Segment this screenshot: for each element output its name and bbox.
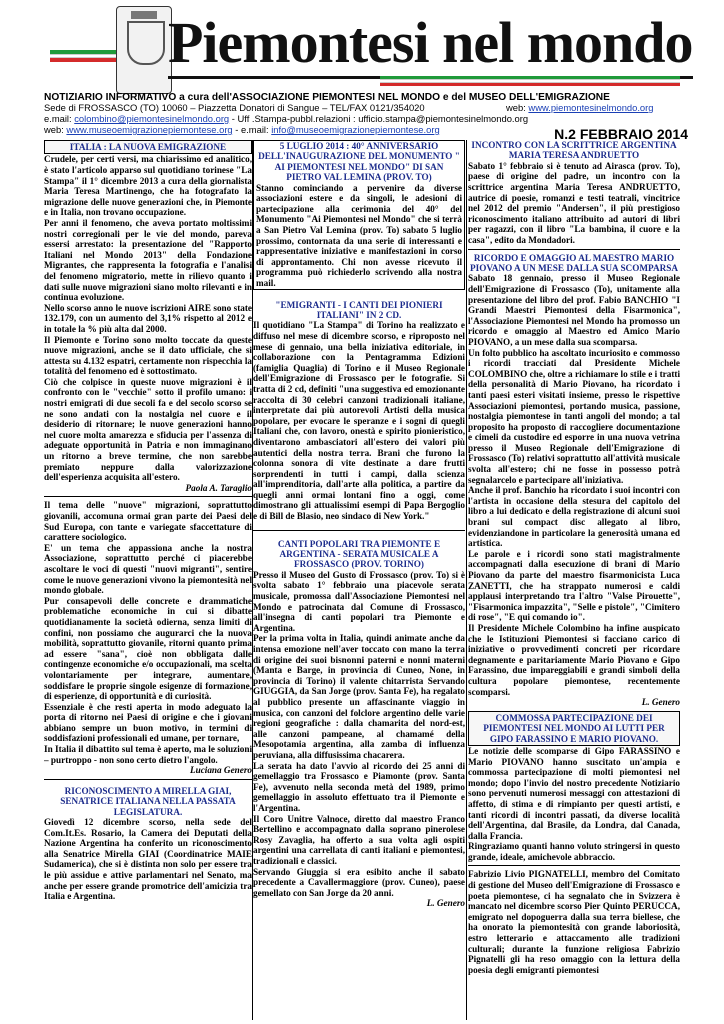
- column-divider: [466, 140, 467, 1020]
- divider: [44, 779, 252, 780]
- masthead-title: Piemontesi nel mondo: [168, 14, 693, 79]
- masthead: [50, 6, 693, 92]
- flag-stripes-right: [380, 76, 680, 86]
- column-3: INCONTRO CON LA SCRITTRICE ARGENTINA MARIA TERESA ANDRUETTO Sabato 1° febbraio si è tenuto ad Airasca (prov. To), paese di origine del padre, un incontro con la scrittrice argentina Maria Teresa ANDRUETTO, autrice di poesie, romanzi e testi teatrali, vincitrice nel 2012 del premio "Andersen", il più prestigioso riconoscimento italiano attribuito ad autori di libri per ragazzi, con il libro "La bambina, il cuore e la casa", edito da Mondadori. RICORDO E OMAGGIO AL MAESTRO MARIO PIOVANO A UN MESE DALLA SUA SCOMPARSA Sabato 18 gennaio, presso il Museo Regionale dell'Emigrazione di Frossasco (To), unitamente alla presentazione del libro del prof. Fabio BANCHIO "I Grandi Maestri Piemontesi della Fisarmonica", l'Associazione Piemontesi nel Mondo ha promosso un ricordo e omaggio al Maestro ed Amico Mario PIOVANO, a un mese dalla sua scomparsa. Un folto pubblico ha ascoltato incuriosito e commosso i ricordi tracciati dal Presidente Michele COLOMBINO che, oltre a richiamare lo stile e i tratti della personalità di Mario Piovano, ha ricordato i tanti paesi esteri visitati insieme, presso le rispettive Associazioni piemontesi, portando musica, passione, nostalgia piemontese in tanti angoli del mondo; a tal proposito ha proposto di raccogliere documentazione e cimeli da custodire ed esporre in una nuova vetrina presso il Museo Regionale dell'Emigrazione di Frossasco (To) relativi soprattutto all'attività musicale svolta all'estero; chi ne fosse in possesso potrà segnalarcelo e partecipare all'iniziativa. Anche il prof. Banchio ha ricordato i suoi incontri con l'artista in occasione della stesura del capitolo del libro a lui dedicato e della registrazione di alcuni suoi brani sul compact disc allegato al libro, evidenziandone in particolare la generosità umana ed artistica. Le parole e i ricordi sono stati magistralmente accompagnati dalla esecuzione di brani di Mario Piovano da parte del maestro fisarmonicista Luca ZANETTI, che ha strappato numerosi e caldi applausi interpretando tra l'altro "Valse Pirouette", "Fisarmonica impazzita", "Selle e pistole", "Cimitero di rose", "E qui comando io". Il Presidente Michele Colombino ha infine auspicato che le Istituzioni Piemontesi si facciano carico di iniziative o provvedimenti concreti per ricordare degnamente e paritariamente Mario Piovano e Gipo Farassino, due impareggiabili e grandi simboli della cultura popolare piemontese, recentemente scomparsi. L. Genero COMMOSSA PARTECIPAZIONE DEI PIEMONTESI NEL MONDO AI LUTTI PER GIPO FARASSINO E MARIO PIOVANO. Le notizie delle scomparse di Gipo FARASSINO e Mario PIOVANO hanno suscitato un'ampia e commossa partecipazione di molti piemontesi nel mondo; dopo l'invio del nostro precedente Notiziario sono pervenuti numerosi messaggi con attestazioni di affetto, di stima e di rimpianto per questi artisti, e tanti ricordi di incontri passati, da diverse località dell'Argentina, dal Brasile, da Londra, dal Canada, dalla Francia. Ringraziamo quanti hanno voluto stringersi in questo grande, ideale, amichevole abbraccio. Fabrizio Livio PIGNATELLI, membro del Comitato di gestione del Museo dell'Emigrazione di Frossasco e poeta piemontese, ci ha segnalato che in Svizzera è mancato nel dicembre scorso Pier Quinto PERUCCA, emigrato nel dopoguerra dalla sua terra biellese, che ha onorato la piemontesità con grande laboriosità, estro letterario e attaccamento alle tradizioni culturali; durante la funzione religiosa Fabrizio Pignatelli gli ha reso omaggio con la lettura della poesia degli emigranti piemontesi: [468, 140, 680, 975]
- column-2: 5 LUGLIO 2014 : 40° ANNIVERSARIO DELL'INAUGURAZIONE DEL MONUMENTO " AI PIEMONTESI NEL MONDO" DI SAN PIETRO VAL LEMINA (PROV. TO) Stanno cominciando a pervenire da diverse associazioni estere e da singoli, le adesioni di partecipazione alla cerimonia del 40° del Monumento "Ai Piemontesi nel Mondo" che si terrà a San Pietro Val Lemina (prov. To) sabato 5 luglio prossimo, contornata da una serie di interessanti e rappresentative iniziative e manifestazioni in corso di approntamento. Chi non avesse ricevuto il programma può richiederlo scrivendo alla nostra mail. "EMIGRANTI - I CANTI DEI PIONIERI ITALIANI" IN 2 CD. Il quotidiano "La Stampa" di Torino ha realizzato e diffuso nel mese di dicembre scorso, e riproposto nel mese di gennaio, una bella iniziativa editoriale, in collaborazione con la Pentagramma Edizioni (famiglia Quaglia) di Torino e il Museo Regionale dell'Emigrazione di Frossasco per le fotografie. Si tratta di 2 cd, definiti "una suggestiva ed emozionante raccolta di 30 celebri canzoni tradizionali italiane, interpretate dai più autorevoli Artisti della musica popolare, per evocare le speranze e i sogni di quegli Italiani che, con lavoro, onestà e spirito pionieristico, diventarono ambasciatori all'estero dei valori più autentici della nostra terra. Brani che furono la colonna sonora di vite destinate a dare frutti sorprendenti in tutti i campi, dalla scienza all'imprenditoria, dall'arte alla politica, a partire da quegli anni ormai lontani fino a oggi, come dimostrano gli attualissimi esempi di Papa Bergoglio e di Bill de Blasio, neo sindaco di New York." CANTI POPOLARI TRA PIEMONTE E ARGENTINA - SERATA MUSICALE A FROSSASCO (PROV. TORINO) Presso il Museo del Gusto di Frossasco (prov. To) si è svolta sabato 1° febbraio una piacevole serata musicale, promossa dall'Associazione Piemontesi nel Mondo e patrocinata dal Comune di Frossasco, all'insegna di canti popolari tra Piemonte e Argentina. Per la prima volta in Italia, quindi animate anche da intensa emozione nell'aver toccato con mano la terra di origine dei suoi bisnonni paterni e nonni materni (Manta e Barge, in provincia di Cuneo, None, in provincia di Torino) il valente chitarrista Servando GIUGGIA, da San Jorge (prov. Santa Fe), ha regalato al pubblico presente un affascinante viaggio in musica, con canzoni del folclore argentino delle varie regioni geografiche : dalla chamarita del nord-est, alle canzoni pampeane, al chamamé della Mesopotamia argentina, alla zamba di influenza peruviana, alla diffusissima chacarera. La serata ha dato l'avvio al ricordo dei 25 anni di gemellaggio tra Frossasco e Piamonte (prov. Santa Fe), avvenuto nella seconda metà del 1989, primo gemellaggio in assoluto effettuato tra il Piemonte e l'Argentina. Il Coro Unitre Valnoce, diretto dal maestro Franco Bertellino e accompagnato dalla soprano pinerolese Rosy Zavaglia, ha offerto a sua volta agli ospiti argentini una carrellata di canti italiani e piemontesi, tradizionali e classici. Servando Giuggia si era esibito anche il sabato precedente a Cavallermaggiore (prov. Cuneo), paese gemellato con San Jorge da 20 anni. L. Genero: [253, 141, 465, 909]
- header-line-4: web: www.museoemigrazionepiemontese.org - e.mail: info@museoemigrazionepiemontese.org: [44, 124, 440, 135]
- header-line-3: e.mail: colombino@piemontesinelmondo.org - Uff .Stampa-pubbl.relazioni : ufficio.stampa@piemontesinelmondo.org: [44, 113, 529, 124]
- article-heading: RICORDO E OMAGGIO AL MAESTRO MARIO PIOVANO A UN MESE DALLA SUA SCOMPARSA: [470, 252, 678, 273]
- press-office: - Uff .Stampa-pubbl.relazioni : ufficio.stampa@piemontesinelmondo.org: [231, 113, 529, 124]
- issue-date: N.2 FEBBRAIO 2014: [554, 126, 688, 142]
- article-heading: COMMOSSA PARTECIPAZIONE DEI PIEMONTESI NEL MONDO AI LUTTI PER GIPO FARASSINO E MARIO PIOVANO.: [468, 711, 680, 746]
- author-signature: Luciana Genero: [189, 765, 252, 776]
- author-signature: Paola A. Taraglio: [185, 482, 252, 493]
- email-link[interactable]: colombino@piemontesinelmondo.org: [74, 113, 230, 124]
- article-heading: ITALIA : LA NUOVA EMIGRAZIONE: [44, 140, 252, 154]
- article-text: Crudele, per certi versi, ma chiarissimo ed analitico, è stato l'articolo apparso sul quotidiano torinese "La Stampa" il 1° dicembre 2013 a cura della giornalista Maria Teresa Martinengo, che ha fotografato la migrazione delle nuove generazioni che, in Piemonte e in Italia, non trovano occupazione.: [44, 154, 252, 218]
- website-link[interactable]: www.piemontesinelmondo.org: [528, 102, 654, 113]
- museum-email-link[interactable]: info@museoemigrazionepiemontese.org: [271, 124, 440, 135]
- article-heading: INCONTRO CON LA SCRITTRICE ARGENTINA MARIA TERESA ANDRUETTO: [471, 140, 677, 161]
- divider: [468, 249, 680, 250]
- address: Sede di FROSSASCO (TO) 10060 – Piazzetta Donatori di Sangue – TEL/FAX 0121/354020: [44, 102, 425, 113]
- article-heading: CANTI POPOLARI TRA PIEMONTE E ARGENTINA - SERATA MUSICALE A FROSSASCO (PROV. TORINO): [277, 538, 441, 570]
- article-heading: 5 LUGLIO 2014 : 40° ANNIVERSARIO DELL'INAUGURAZIONE DEL MONUMENTO " AI PIEMONTESI NEL MONDO" DI SAN PIETRO VAL LEMINA (PROV. TO): [258, 141, 460, 183]
- article-heading: "EMIGRANTI - I CANTI DEI PIONIERI ITALIANI" IN 2 CD.: [275, 299, 443, 320]
- divider: [468, 865, 680, 866]
- museum-website-link[interactable]: www.museoemigrazionepiemontese.org: [66, 124, 233, 135]
- divider: [44, 496, 252, 497]
- anniversary-box: 5 LUGLIO 2014 : 40° ANNIVERSARIO DELL'INAUGURAZIONE DEL MONUMENTO " AI PIEMONTESI NEL MONDO" DI SAN PIETRO VAL LEMINA (PROV. TO) Stanno cominciando a pervenire da diverse associazioni estere e da singoli, le adesioni di partecipazione alla cerimonia del 40° del Monumento "Ai Piemontesi nel Mondo" che si terrà a San Pietro Val Lemina (prov. To) sabato 5 luglio prossimo, contornata da una serie di interessanti e rappresentative iniziative e manifestazioni in corso di approntamento. Chi non avesse ricevuto il programma può richiederlo scrivendo alla nostra mail.: [253, 140, 465, 290]
- header-line-1: NOTIZIARIO INFORMATIVO a cura dell'ASSOCIAZIONE PIEMONTESI NEL MONDO e del MUSEO DELL'EMIGRAZIONE: [44, 92, 610, 103]
- article-heading: RICONOSCIMENTO A MIRELLA GIAI, SENATRICE ITALIANA NELLA PASSATA LEGISLATURA.: [60, 785, 236, 817]
- divider: [253, 530, 465, 531]
- column-1: ITALIA : LA NUOVA EMIGRAZIONE Crudele, per certi versi, ma chiarissimo ed analitico, è stato l'articolo apparso sul quotidiano torinese "La Stampa" il 1° dicembre 2013 a cura della giornalista Maria Teresa Martinengo, che ha fotografato la migrazione delle nuove generazioni che, in Piemonte e in Italia, non trovano occupazione. Per anni il fenomeno, che aveva portato moltissimi nostri corregionali per le vie del mondo, pareva essersi arrestato: la presentazione del "Rapporto Italiani nel Mondo 2013" della Fondazione Migrantes, che rappresenta la fotografia e l'analisi del fenomeno migratorio, mette in rilievo quanto i dati sulle nuove migrazioni siano molto rilevanti e in continua evoluzione. Nello scorso anno le nuove iscrizioni AIRE sono state 132.179, con un aumento del 3,1% rispetto al 2012 e in totale la % più alta dal 2000. Il Piemonte e Torino sono molto toccate da queste nuove migrazioni, anche se il dato ufficiale, che si attesta su 4.132 espatri, certamente non rispecchia la totalità del fenomeno ed è sottostimato. Ciò che colpisce in queste nuove migrazioni è il confronto con le "vecchie" sotto il profilo umano: i nostri emigrati di due secoli fa e del secolo scorso se ne sono andati con la nostalgia nel cuore e il desiderio di ritornare; le nuove generazioni hanno nel cuore molta amarezza e sfiducia per l'assenza di adeguate opportunità in Patria e non immaginano un ritorno a breve termine, che non sarebbe premiato neppure dalla valorizzazione dell'esperienza acquisita all'estero. Paola A. Taraglio Il tema delle "nuove" migrazioni, soprattutto giovanili, accomuna ormai gran parte dei Paesi del Sud Europa, con tante e variegate sfaccettature di carattere sociologico. E' un tema che appassiona anche la nostra Associazione, soprattutto perché ci piacerebbe ascoltare le voci di questi "nuovi migranti", sentire come le nuove generazioni vivono la piemontesità nel mondo globale. Pur consapevoli delle concrete e drammatiche problematiche economiche in cui si dibatte quotidianamente la società odierna, senza limiti di confini, non possiamo che augurarci che la nuova mobilità, soprattutto giovanile, ritorni quanto prima ad essere "sana", cioè non obbligata dalle contingenze economiche e/o occupazionali, ma scelta volontariamente per integrare, aumentare, soddisfare le proprie singole esigenze di formazione, di esperienze, di opportunità e di curiosità. Essenziale è che resti aperta in modo adeguato la porta di ritorno nei Paesi di origine e che i giovani abbiano sempre un buon motivo, in termini di soddisfazioni professionali ed umane, per tornare, In Italia il dibattito sul tema è aperto, ma le soluzioni – purtroppo - non sono certo dietro l'angolo. Luciana Genero RICONOSCIMENTO A MIRELLA GIAI, SENATRICE ITALIANA NELLA PASSATA LEGISLATURA. Giovedì 12 dicembre scorso, nella sede del Com.It.Es. Rosario, la Camera dei Deputati della Nazione Argentina ha conferito un riconoscimento alla Senatrice Mirella GIAI (Coordinatrice MAIE Sudamerica), che si è distinta non solo per essere tra le più assidue e attive parlamentari nel Senato, ma anche per essere grande promotrice dell'amicizia tra Italia e Argentina.: [44, 142, 252, 902]
- header-line-2: Sede di FROSSASCO (TO) 10060 – Piazzetta Donatori di Sangue – TEL/FAX 0121/354020 web: www.piemontesinelmondo.org: [44, 102, 654, 113]
- author-signature: L. Genero: [641, 697, 680, 708]
- author-signature: L. Genero: [426, 898, 465, 909]
- coat-of-arms-logo: [116, 6, 172, 94]
